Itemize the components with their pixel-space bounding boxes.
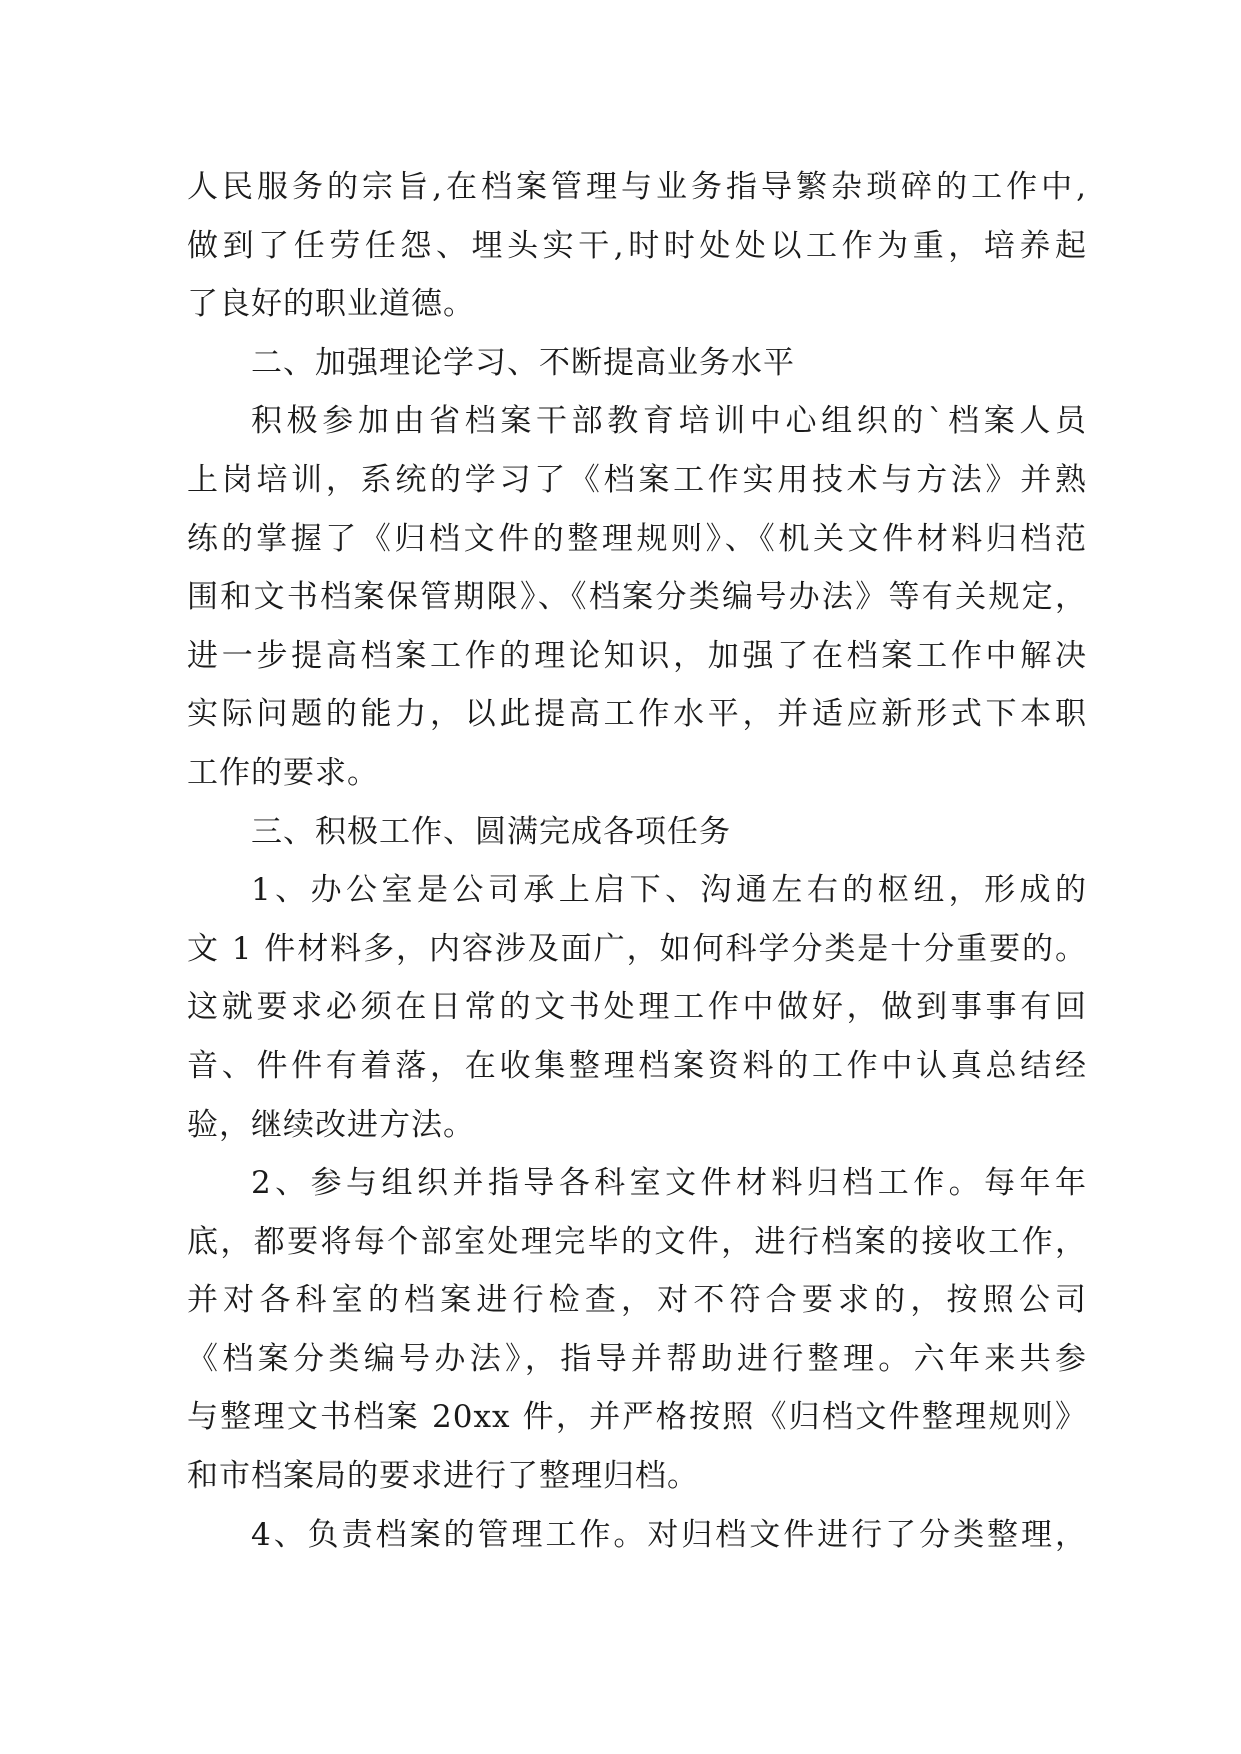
- text-line: 上岗培训，系统的学习了《档案工作实用技术与方法》并熟: [187, 461, 1087, 498]
- text-line: 4、负责档案的管理工作。对归档文件进行了分类整理，: [251, 1516, 1087, 1553]
- text-line: 音、件件有着落，在收集整理档案资料的工作中认真总结经: [187, 1047, 1087, 1084]
- text-line: 二、加强理论学习、不断提高业务水平: [251, 344, 795, 381]
- text-line: 了良好的职业道德。: [187, 286, 475, 323]
- text-line: 与整理文书档案 20xx 件，并严格按照《归档文件整理规则》: [187, 1399, 1087, 1436]
- text-line: 练的掌握了《归档文件的整理规则》、《机关文件材料归档范: [187, 520, 1087, 557]
- text-line: 底，都要将每个部室处理完毕的文件，进行档案的接收工作，: [187, 1223, 1087, 1260]
- text-line: 工作的要求。: [187, 754, 379, 791]
- text-line: 围和文书档案保管期限》、《档案分类编号办法》等有关规定，: [187, 579, 1087, 616]
- text-line: 这就要求必须在日常的文书处理工作中做好，做到事事有回: [187, 989, 1087, 1026]
- text-line: 并对各科室的档案进行检查，对不符合要求的，按照公司: [187, 1282, 1087, 1319]
- text-line: 文 1 件材料多，内容涉及面广，如何科学分类是十分重要的。: [187, 930, 1087, 967]
- text-line: 进一步提高档案工作的理论知识，加强了在档案工作中解决: [187, 637, 1087, 674]
- text-line: 实际问题的能力，以此提高工作水平，并适应新形式下本职: [187, 696, 1087, 733]
- text-line: 积极参加由省档案干部教育培训中心组织的`档案人员: [251, 403, 1087, 440]
- text-line: 2、参与组织并指导各科室文件材料归档工作。每年年: [251, 1165, 1087, 1202]
- text-line: 和市档案局的要求进行了整理归档。: [187, 1458, 699, 1495]
- text-line: 《档案分类编号办法》，指导并帮助进行整理。六年来共参: [187, 1340, 1087, 1377]
- document-body: [187, 158, 1087, 1564]
- text-line: 做到了任劳任怨、埋头实干,时时处处以工作为重，培养起: [187, 227, 1087, 264]
- text-line: 人民服务的宗旨,在档案管理与业务指导繁杂琐碎的工作中,: [187, 169, 1087, 205]
- text-line: 验，继续改进方法。: [187, 1106, 475, 1143]
- text-line: 1、办公室是公司承上启下、沟通左右的枢纽，形成的: [251, 872, 1087, 909]
- text-line: 三、积极工作、圆满完成各项任务: [251, 813, 731, 850]
